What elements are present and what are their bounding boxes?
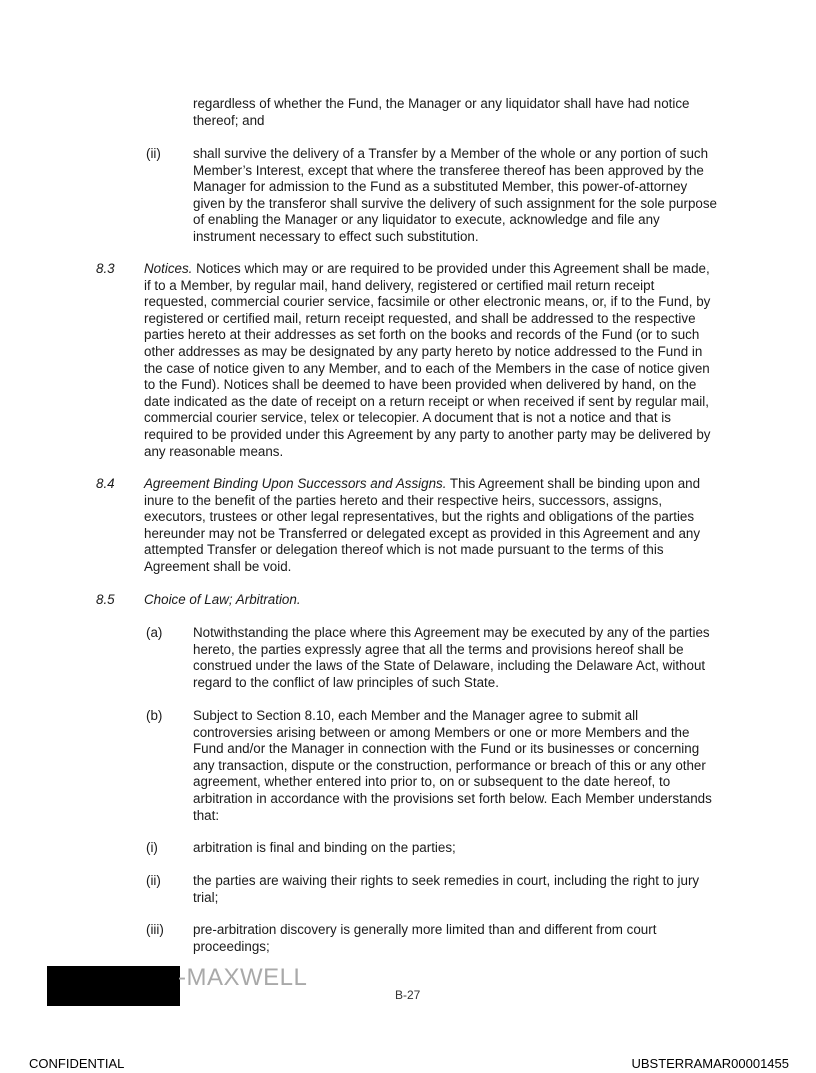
- item-label-ii: (ii): [146, 146, 161, 161]
- section-8-4-title: Agreement Binding Upon Successors and Assigns.: [144, 476, 447, 491]
- section-8-5-title-line: [144, 592, 720, 609]
- case-stamp: -MAXWELL: [178, 964, 308, 991]
- item-label-ii-2: (ii): [146, 873, 161, 888]
- confidential-label: CONFIDENTIAL: [29, 1056, 125, 1071]
- section-8-4-paragraph: [144, 476, 720, 576]
- section-8-3-paragraph: [144, 261, 720, 460]
- section-number-8-4: 8.4: [96, 476, 115, 491]
- item-text-a: Notwithstanding the place where this Agreement may be executed by any of the parties hereto, the parties expressly agree that all the terms and provisions hereof shall be construed under the laws of the State of Delaware, including the Delaware Act, without regard to the conflict of law principles of such State.: [193, 625, 710, 690]
- item-text-b: Subject to Section 8.10, each Member and the Manager agree to submit all controversies arising between or among Members or one or more Members and the Fund and/or the Manager in connection with the Fund or its businesses or concerning any transaction, dispute or the construction, performance or breach of this or any other agreement, whether entered into prior to, on or subsequent to the date hereof, to arbitration in accordance with the provisions set forth below. Each Member understands that:: [193, 708, 712, 823]
- section-8-3-text: Notices which may or are required to be provided under this Agreement shall be made, if to a Member, by regular mail, hand delivery, registered or certified mail return receipt requested, commercial courier service, facsimile or other electronic means, or, if to the Fund, by registered or certified mail, return receipt requested, and shall be addressed to the respective parties hereto at their addresses as set forth on the books and records of the Fund (or to such other addresses as may be designated by any party hereto by notice addressed to the Fund in the case of notice given to any Member, and to each of the Members in the case of notice given to the Fund). Notices shall be deemed to have been provided when delivered by hand, on the date indicated as the date of receipt on a return receipt or when received if sent by regular mail, commercial courier service, telex or telecopier. A document that is not a notice and that is required to be provided under this Agreement by any party to another party may be delivered by any reasonable means.: [144, 261, 711, 459]
- item-text-i: arbitration is final and binding on the parties;: [193, 840, 456, 855]
- redaction-box: [47, 966, 180, 1006]
- section-8-4-text: This Agreement shall be binding upon and inure to the benefit of the parties hereto and their respective heirs, successors, assigns, executors, trustees or other legal representatives, but the rights and obligations of the parties hereunder may not be Transferred or delegated except as provided in this Agreement and any attempted Transfer or delegation thereof which is not made pursuant to the terms of this Agreement shall be void.: [144, 476, 701, 574]
- section-8-5-title: Choice of Law; Arbitration.: [144, 592, 301, 607]
- section-number-8-3: 8.3: [96, 261, 115, 276]
- item-text-iii: pre-arbitration discovery is generally more limited than and different from court proceedings;: [193, 922, 657, 954]
- section-8-3-title: Notices.: [144, 261, 193, 276]
- item-text-ii: shall survive the delivery of a Transfer by a Member of the whole or any portion of such Member’s Interest, except that where the transferee thereof has been approved by the Manager for admission to the Fund as a substituted Member, this power-of-attorney given by the transferor shall survive the delivery of such assignment for the sole purpose of enabling the Manager or any liquidator to execute, acknowledge and file any instrument necessary to effect such substitution.: [193, 146, 717, 244]
- section-number-8-5: 8.5: [96, 592, 115, 607]
- continued-paragraph: regardless of whether the Fund, the Manager or any liquidator shall have had notice thereof; and: [193, 96, 690, 128]
- item-label-b: (b): [146, 708, 163, 723]
- item-label-a: (a): [146, 625, 163, 640]
- page-number: B-27: [395, 988, 421, 1002]
- item-text-ii-2: the parties are waiving their rights to seek remedies in court, including the right to jury trial;: [193, 873, 700, 905]
- item-label-i: (i): [146, 840, 158, 855]
- item-label-iii: (iii): [146, 922, 164, 937]
- bates-number: UBSTERRAMAR00001455: [631, 1056, 789, 1071]
